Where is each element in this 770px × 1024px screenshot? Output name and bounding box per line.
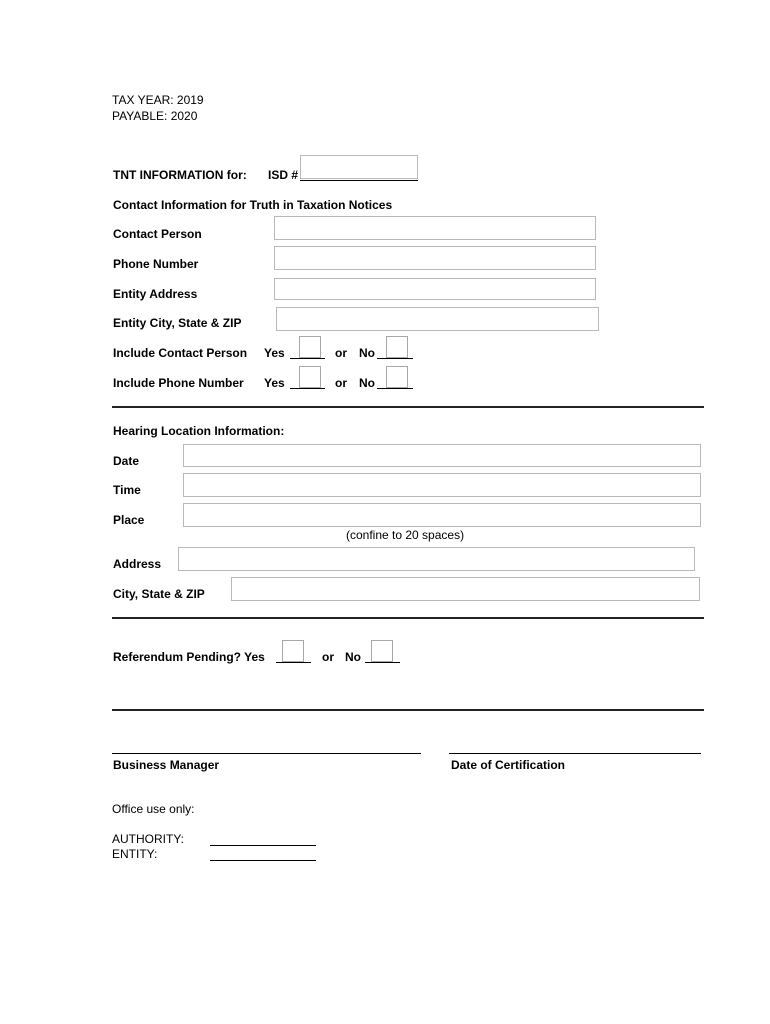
isd-label: ISD # xyxy=(268,168,299,182)
entity-line xyxy=(210,860,316,861)
referendum-or-label: or xyxy=(322,650,334,664)
include-phone-label: Include Phone Number xyxy=(113,376,244,390)
isd-underline xyxy=(300,180,418,181)
hearing-place-field[interactable] xyxy=(183,503,701,527)
referendum-no-checkbox[interactable] xyxy=(371,640,393,662)
hearing-city-field[interactable] xyxy=(231,577,700,601)
entity-address-field[interactable] xyxy=(274,278,596,300)
phone-number-label: Phone Number xyxy=(113,257,199,271)
hearing-date-field[interactable] xyxy=(183,444,701,467)
include-contact-no-label: No xyxy=(359,346,375,360)
referendum-yes-underline xyxy=(276,662,311,663)
entity-city-field[interactable] xyxy=(276,307,599,331)
include-contact-no-checkbox[interactable] xyxy=(386,336,408,358)
place-hint-text: (confine to 20 spaces) xyxy=(346,528,465,542)
hearing-place-label: Place xyxy=(113,513,145,527)
entity-label: ENTITY: xyxy=(112,847,158,861)
hearing-time-label: Time xyxy=(113,483,141,497)
payable-year-text: PAYABLE: 2020 xyxy=(112,109,198,123)
include-phone-no-underline xyxy=(377,388,413,389)
section-divider-1 xyxy=(112,406,704,408)
hearing-address-field[interactable] xyxy=(178,547,695,571)
include-phone-or-label: or xyxy=(335,376,347,390)
include-phone-no-label: No xyxy=(359,376,375,390)
entity-address-label: Entity Address xyxy=(113,287,198,301)
include-contact-yes-underline xyxy=(290,358,325,359)
include-phone-no-checkbox[interactable] xyxy=(386,366,408,388)
include-phone-yes-label: Yes xyxy=(264,376,285,390)
hearing-section-heading: Hearing Location Information: xyxy=(113,424,285,438)
referendum-yes-checkbox[interactable] xyxy=(282,640,304,662)
section-divider-2 xyxy=(112,617,704,619)
hearing-date-label: Date xyxy=(113,454,140,468)
include-contact-label: Include Contact Person xyxy=(113,346,248,360)
isd-number-field[interactable] xyxy=(300,155,418,179)
contact-person-field[interactable] xyxy=(274,216,596,240)
include-phone-yes-checkbox[interactable] xyxy=(299,366,321,388)
business-manager-label: Business Manager xyxy=(113,758,220,772)
business-manager-signature-line[interactable] xyxy=(112,753,421,754)
section-divider-3 xyxy=(112,709,704,711)
hearing-time-field[interactable] xyxy=(183,473,701,497)
referendum-label: Referendum Pending? Yes xyxy=(113,650,265,664)
tnt-info-label: TNT INFORMATION for: xyxy=(113,168,247,182)
referendum-no-label: No xyxy=(345,650,361,664)
date-certification-label: Date of Certification xyxy=(451,758,566,772)
contact-person-label: Contact Person xyxy=(113,227,202,241)
phone-number-field[interactable] xyxy=(274,246,596,270)
hearing-city-label: City, State & ZIP xyxy=(113,587,205,601)
entity-city-label: Entity City, State & ZIP xyxy=(113,316,242,330)
contact-section-heading: Contact Information for Truth in Taxation Notices xyxy=(113,198,393,212)
date-certification-line[interactable] xyxy=(449,753,701,754)
include-phone-yes-underline xyxy=(290,388,325,389)
authority-label: AUTHORITY: xyxy=(112,832,185,846)
authority-line xyxy=(210,845,316,846)
referendum-no-underline xyxy=(365,662,400,663)
include-contact-yes-checkbox[interactable] xyxy=(299,336,321,358)
include-contact-no-underline xyxy=(377,358,413,359)
include-contact-yes-label: Yes xyxy=(264,346,285,360)
office-use-heading: Office use only: xyxy=(112,802,195,816)
include-contact-or-label: or xyxy=(335,346,347,360)
tax-year-text: TAX YEAR: 2019 xyxy=(112,93,204,107)
hearing-address-label: Address xyxy=(113,557,162,571)
